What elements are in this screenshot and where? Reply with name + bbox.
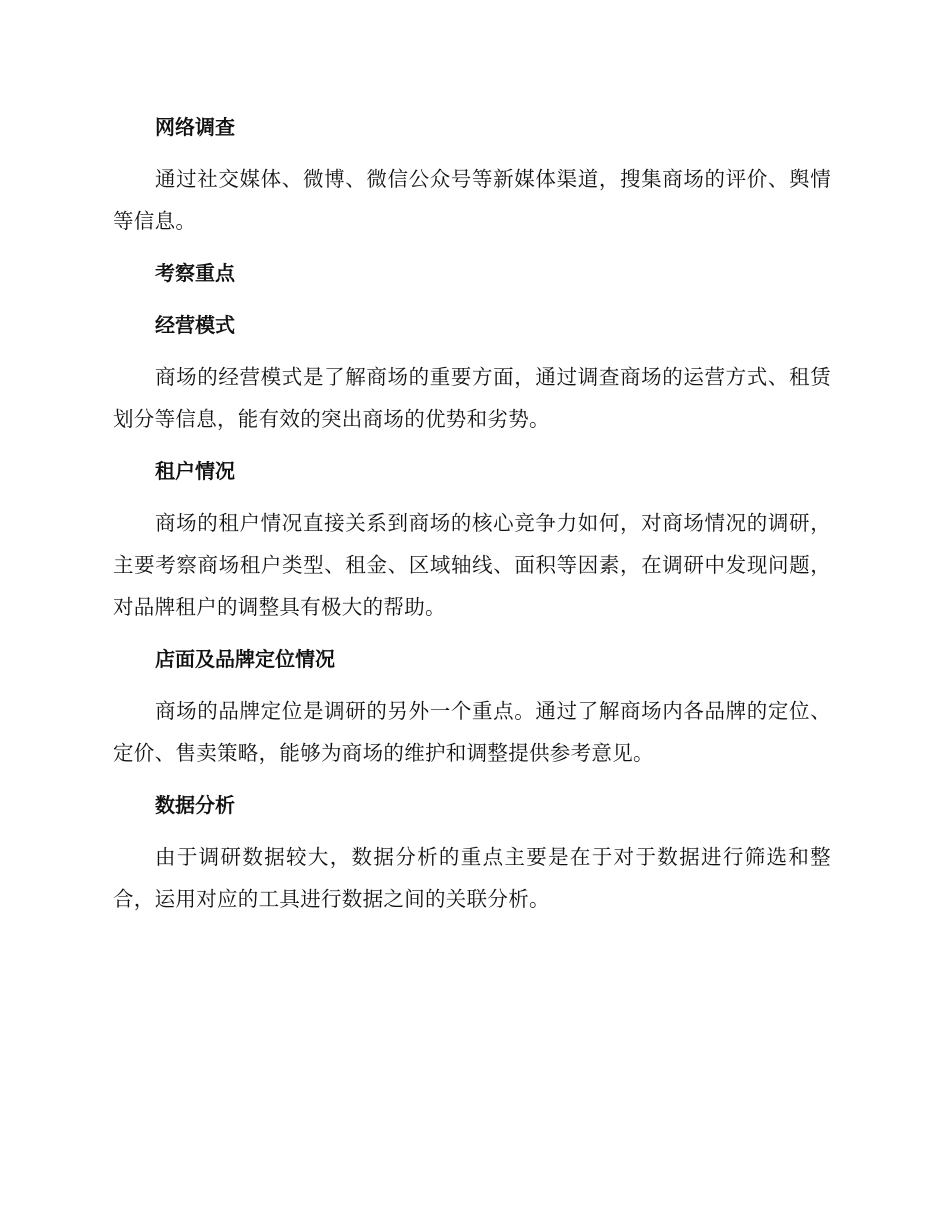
section-heading-tenant-status: 租户情况 xyxy=(155,459,235,483)
section-paragraph-data-analysis: 由于调研数据较大，数据分析的重点主要是在于对于数据进行筛选和整合，运用对应的工具进行数据之间的关联分析。 xyxy=(113,845,831,911)
section-heading-business-model: 经营模式 xyxy=(155,313,235,337)
section-paragraph-tenant-status: 商场的租户情况直接关系到商场的核心竞争力如何，对商场情况的调研，主要考察商场租户类型、租金、区域轴线、面积等因素，在调研中发现问题，对品牌租户的调整具有极大的帮助。 xyxy=(113,511,831,619)
document-content xyxy=(113,106,831,930)
section-heading-network-survey: 网络调查 xyxy=(155,115,235,139)
section-heading-brand-positioning: 店面及品牌定位情况 xyxy=(155,647,335,671)
section-heading-data-analysis: 数据分析 xyxy=(155,793,235,817)
section-heading-inspection-focus: 考察重点 xyxy=(155,261,235,285)
section-paragraph-business-model: 商场的经营模式是了解商场的重要方面，通过调查商场的运营方式、租赁划分等信息，能有效的突出商场的优势和劣势。 xyxy=(113,365,831,431)
section-paragraph-network-survey: 通过社交媒体、微博、微信公众号等新媒体渠道，搜集商场的评价、舆情等信息。 xyxy=(113,167,831,233)
section-paragraph-brand-positioning: 商场的品牌定位是调研的另外一个重点。通过了解商场内各品牌的定位、定价、售卖策略，能够为商场的维护和调整提供参考意见。 xyxy=(113,699,831,765)
